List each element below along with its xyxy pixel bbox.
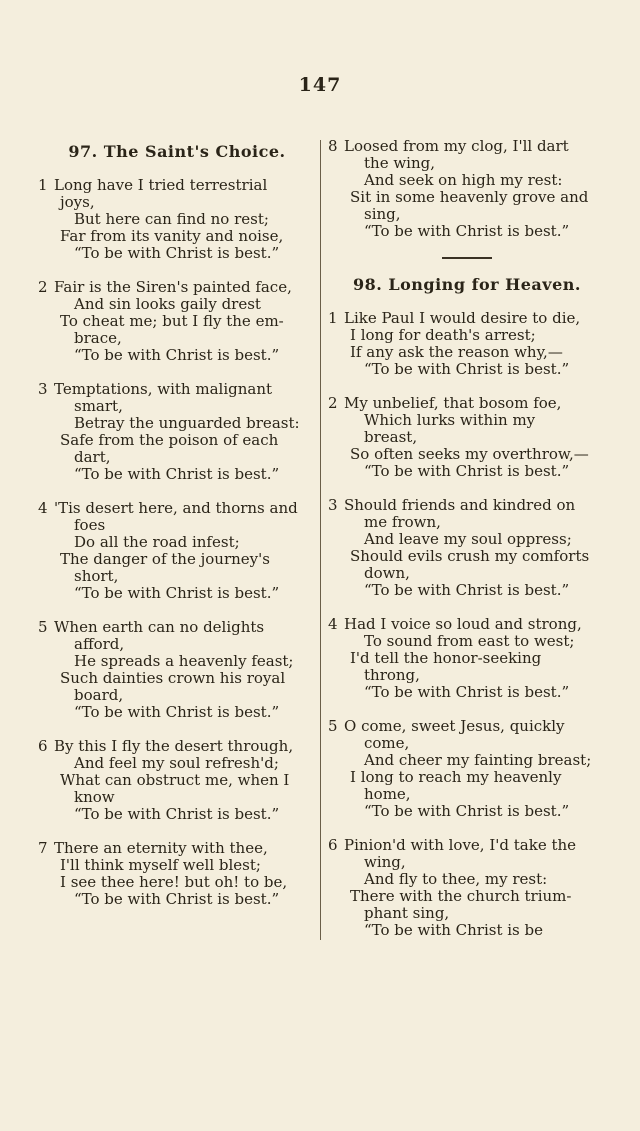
verse-line: sing, [364, 205, 401, 223]
hymn-title-text: The Saint's Choice. [103, 142, 286, 161]
stanza [38, 177, 316, 262]
verse-line: brace, [74, 329, 122, 347]
verse-refrain: “To be with Christ is best.” [74, 244, 280, 262]
verse-line: So often seeks my overthrow,— [350, 445, 589, 463]
stanza [328, 497, 606, 599]
verse-line: To cheat me; but I fly the em- [60, 312, 284, 330]
verse-line: There an eternity with thee, [54, 839, 268, 857]
verse-refrain: “To be with Christ is best.” [364, 581, 570, 599]
verse-line: What can obstruct me, when I [60, 771, 290, 789]
hymn-number: 97. [68, 142, 98, 161]
left-column [38, 138, 316, 925]
stanza [328, 138, 606, 240]
stanza [38, 500, 316, 602]
verse-refrain: “To be with Christ is best.” [364, 462, 570, 480]
verse-refrain: “To be with Christ is best.” [74, 703, 280, 721]
hymn-number: 98. [353, 275, 383, 294]
section-rule [442, 257, 492, 259]
hymn-title [38, 142, 316, 161]
stanza [38, 738, 316, 823]
verse-line: Loosed from my clog, I'll dart [344, 137, 569, 155]
verse-number: 1 [328, 309, 338, 327]
verse-number: 4 [38, 499, 48, 517]
verse-line: Which lurks within my [364, 411, 536, 429]
verse-line: board, [74, 686, 124, 704]
stanza [38, 840, 316, 908]
verse-refrain: “To be with Christ is best.” [364, 222, 570, 240]
verse-line: foes [74, 516, 106, 534]
verse-line: And cheer my fainting breast; [364, 751, 592, 769]
verse-line: My unbelief, that bosom foe, [344, 394, 562, 412]
verse-number: 6 [328, 836, 338, 854]
verse-line: Betray the unguarded breast: [74, 414, 300, 432]
verse-line: O come, sweet Jesus, quickly [344, 717, 565, 735]
stanza [328, 616, 606, 701]
verse-line: Sit in some heavenly grove and [350, 188, 589, 206]
verse-number: 6 [38, 737, 48, 755]
verse-line: Far from its vanity and noise, [60, 227, 284, 245]
verse-line: I'd tell the honor-seeking [350, 649, 542, 667]
verse-line: The danger of the journey's [60, 550, 270, 568]
verse-number: 8 [328, 137, 338, 155]
verse-line: But here can find no rest; [74, 210, 269, 228]
column-divider [320, 140, 321, 940]
verse-line: phant sing, [364, 904, 450, 922]
verse-refrain: “To be with Christ is be [364, 921, 543, 939]
verse-line: Pinion'd with love, I'd take the [344, 836, 577, 854]
page-number: 147 [298, 74, 342, 96]
verse-line: home, [364, 785, 411, 803]
verse-refrain: “To be with Christ is best.” [364, 802, 570, 820]
verse-line: I long for death's arrest; [350, 326, 536, 344]
verse-line: There with the church trium- [350, 887, 572, 905]
verse-refrain: “To be with Christ is best.” [74, 465, 280, 483]
verse-line: throng, [364, 666, 420, 684]
verse-line: Like Paul I would desire to die, [344, 309, 581, 327]
verse-line: short, [74, 567, 119, 585]
verse-refrain: “To be with Christ is best.” [364, 683, 570, 701]
verse-number: 5 [38, 618, 48, 636]
verse-number: 5 [328, 717, 338, 735]
verse-line: afford, [74, 635, 125, 653]
verse-number: 1 [38, 176, 48, 194]
verse-line: know [74, 788, 115, 806]
verse-line: And feel my soul refresh'd; [74, 754, 279, 772]
verse-line: And leave my soul oppress; [364, 530, 572, 548]
verse-line: come, [364, 734, 410, 752]
verse-line: And seek on high my rest: [364, 171, 563, 189]
verse-line: Safe from the poison of each [60, 431, 279, 449]
verse-line: Should evils crush my comforts [350, 547, 590, 565]
verse-line: I'll think myself well blest; [60, 856, 261, 874]
verse-line: Should friends and kindred on [344, 496, 576, 514]
verse-line: To sound from east to west; [364, 632, 575, 650]
verse-refrain: “To be with Christ is best.” [74, 890, 280, 908]
verse-line: Long have I tried terrestrial [54, 176, 268, 194]
verse-line: Such dainties crown his royal [60, 669, 286, 687]
stanza [328, 837, 606, 939]
verse-line: When earth can no delights [54, 618, 265, 636]
verse-line: And sin looks gaily drest [74, 295, 261, 313]
stanza [38, 619, 316, 721]
stanza [328, 718, 606, 820]
verse-line: If any ask the reason why,— [350, 343, 563, 361]
hymn-title-text: Longing for Heaven. [388, 275, 581, 294]
verse-line: wing, [364, 853, 406, 871]
verse-number: 7 [38, 839, 48, 857]
stanza [328, 310, 606, 378]
verse-line: I see thee here! but oh! to be, [60, 873, 288, 891]
verse-line: Do all the road infest; [74, 533, 240, 551]
verse-line: 'Tis desert here, and thorns and [54, 499, 298, 517]
verse-number: 3 [38, 380, 48, 398]
verse-line: dart, [74, 448, 111, 466]
verse-line: Fair is the Siren's painted face, [54, 278, 292, 296]
verse-line: Had I voice so loud and strong, [344, 615, 582, 633]
verse-line: down, [364, 564, 410, 582]
stanza [38, 279, 316, 364]
stanza [38, 381, 316, 483]
verse-number: 3 [328, 496, 338, 514]
verse-number: 4 [328, 615, 338, 633]
verse-line: He spreads a heavenly feast; [74, 652, 294, 670]
verse-line: And fly to thee, my rest: [364, 870, 548, 888]
verse-line: I long to reach my heavenly [350, 768, 562, 786]
verse-line: smart, [74, 397, 123, 415]
verse-line: By this I fly the desert through, [54, 737, 294, 755]
verse-refrain: “To be with Christ is best.” [74, 346, 280, 364]
verse-line: the wing, [364, 154, 436, 172]
verse-number: 2 [38, 278, 48, 296]
right-column [328, 138, 606, 956]
verse-line: breast, [364, 428, 418, 446]
stanza [328, 395, 606, 480]
verse-line: joys, [60, 193, 95, 211]
verse-refrain: “To be with Christ is best.” [364, 360, 570, 378]
verse-line: me frown, [364, 513, 441, 531]
verse-number: 2 [328, 394, 338, 412]
verse-refrain: “To be with Christ is best.” [74, 584, 280, 602]
hymn-title [328, 275, 606, 294]
verse-line: Temptations, with malignant [54, 380, 273, 398]
verse-refrain: “To be with Christ is best.” [74, 805, 280, 823]
